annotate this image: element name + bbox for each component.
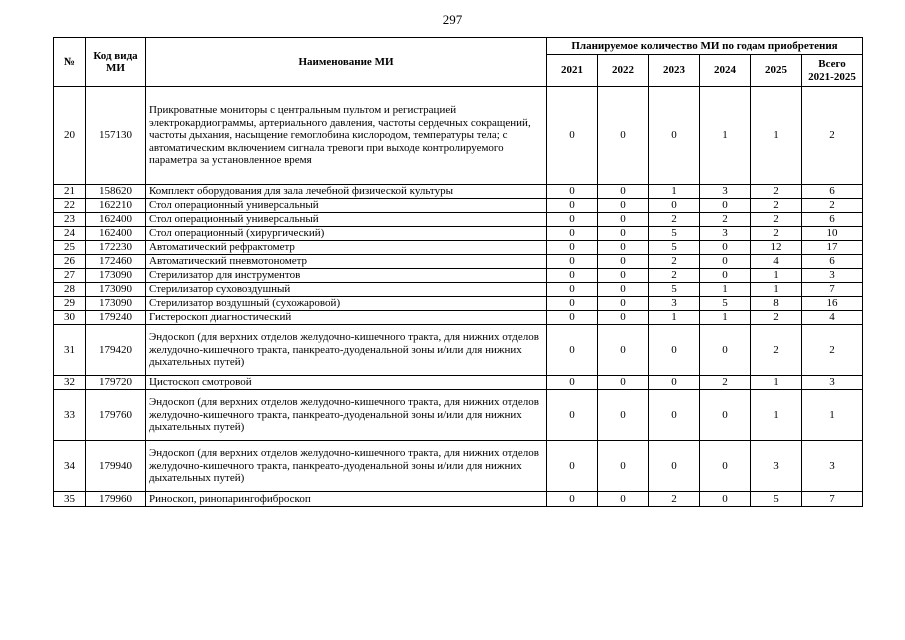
cell-2021: 0 — [547, 255, 598, 269]
cell-total: 7 — [802, 492, 863, 507]
cell-code: 173090 — [86, 283, 146, 297]
cell-name: Стол операционный универсальный — [146, 213, 547, 227]
table-row — [54, 311, 863, 325]
cell-name: Риноскоп, ринопарингофиброскоп — [146, 492, 547, 507]
cell-code: 179960 — [86, 492, 146, 507]
cell-2024: 0 — [700, 199, 751, 213]
cell-2024: 0 — [700, 325, 751, 376]
cell-2023: 2 — [649, 269, 700, 283]
cell-2024: 5 — [700, 297, 751, 311]
cell-num: 23 — [54, 213, 86, 227]
cell-num: 32 — [54, 376, 86, 390]
cell-total: 16 — [802, 297, 863, 311]
cell-2023: 2 — [649, 213, 700, 227]
cell-2025: 8 — [751, 297, 802, 311]
cell-code: 162400 — [86, 213, 146, 227]
cell-2023: 0 — [649, 376, 700, 390]
cell-code: 179420 — [86, 325, 146, 376]
cell-code: 172460 — [86, 255, 146, 269]
cell-2022: 0 — [598, 492, 649, 507]
cell-2022: 0 — [598, 441, 649, 492]
cell-name: Стерилизатор для инструментов — [146, 269, 547, 283]
cell-2022: 0 — [598, 199, 649, 213]
cell-total: 4 — [802, 311, 863, 325]
cell-2023: 0 — [649, 87, 700, 185]
cell-name: Автоматический рефрактометр — [146, 241, 547, 255]
cell-2022: 0 — [598, 185, 649, 199]
cell-total: 3 — [802, 376, 863, 390]
cell-total: 10 — [802, 227, 863, 241]
cell-2023: 0 — [649, 199, 700, 213]
table-row — [54, 241, 863, 255]
cell-total: 7 — [802, 283, 863, 297]
cell-2025: 2 — [751, 199, 802, 213]
cell-code: 179940 — [86, 441, 146, 492]
cell-name: Эндоскоп (для верхних отделов желудочно-кишечного тракта, для нижних отделов желудочно-кишечного тракта, панкреато-дуоденальной зоны и/или для нижних дыхательных путей) — [146, 390, 547, 441]
cell-2025: 1 — [751, 283, 802, 297]
header-year: 2024 — [700, 55, 751, 87]
cell-name: Эндоскоп (для верхних отделов желудочно-кишечного тракта, для нижних отделов желудочно-кишечного тракта, панкреато-дуоденальной зоны и/или для нижних дыхательных путей) — [146, 325, 547, 376]
cell-2025: 1 — [751, 376, 802, 390]
cell-2025: 1 — [751, 269, 802, 283]
cell-2025: 5 — [751, 492, 802, 507]
cell-2025: 4 — [751, 255, 802, 269]
cell-code: 172230 — [86, 241, 146, 255]
cell-code: 162210 — [86, 199, 146, 213]
cell-2022: 0 — [598, 255, 649, 269]
cell-2024: 2 — [700, 213, 751, 227]
table-row — [54, 199, 863, 213]
cell-2023: 1 — [649, 185, 700, 199]
header-name: Наименование МИ — [146, 38, 547, 87]
cell-2023: 3 — [649, 297, 700, 311]
cell-total: 2 — [802, 87, 863, 185]
cell-num: 20 — [54, 87, 86, 185]
cell-2022: 0 — [598, 269, 649, 283]
cell-num: 25 — [54, 241, 86, 255]
header-year: 2025 — [751, 55, 802, 87]
table-row — [54, 376, 863, 390]
cell-num: 35 — [54, 492, 86, 507]
cell-2023: 5 — [649, 227, 700, 241]
cell-2024: 1 — [700, 311, 751, 325]
cell-num: 21 — [54, 185, 86, 199]
cell-2025: 2 — [751, 227, 802, 241]
table-row — [54, 213, 863, 227]
cell-2023: 1 — [649, 311, 700, 325]
cell-2025: 2 — [751, 213, 802, 227]
table-body — [54, 87, 863, 507]
table-row — [54, 325, 863, 376]
cell-2022: 0 — [598, 283, 649, 297]
cell-2022: 0 — [598, 227, 649, 241]
cell-name: Гистероскоп диагностический — [146, 311, 547, 325]
cell-code: 179760 — [86, 390, 146, 441]
cell-name: Стерилизатор суховоздушный — [146, 283, 547, 297]
cell-2024: 1 — [700, 283, 751, 297]
cell-name: Комплект оборудования для зала лечебной физической культуры — [146, 185, 547, 199]
cell-2024: 0 — [700, 492, 751, 507]
cell-2023: 0 — [649, 441, 700, 492]
cell-2023: 2 — [649, 492, 700, 507]
cell-2025: 1 — [751, 87, 802, 185]
page-number: 297 — [442, 12, 463, 27]
cell-2021: 0 — [547, 213, 598, 227]
cell-total: 17 — [802, 241, 863, 255]
cell-2021: 0 — [547, 441, 598, 492]
cell-total: 6 — [802, 185, 863, 199]
cell-2025: 2 — [751, 311, 802, 325]
table-row — [54, 283, 863, 297]
cell-2021: 0 — [547, 492, 598, 507]
cell-num: 24 — [54, 227, 86, 241]
cell-total: 2 — [802, 325, 863, 376]
table-row — [54, 297, 863, 311]
cell-2022: 0 — [598, 297, 649, 311]
equipment-table — [53, 37, 863, 507]
header-total: Всего 2021-2025 — [802, 55, 863, 87]
table-row — [54, 87, 863, 185]
cell-code: 158620 — [86, 185, 146, 199]
header-year: 2023 — [649, 55, 700, 87]
cell-2023: 2 — [649, 255, 700, 269]
cell-code: 157130 — [86, 87, 146, 185]
cell-2022: 0 — [598, 311, 649, 325]
table-row — [54, 441, 863, 492]
cell-name: Стерилизатор воздушный (сухожаровой) — [146, 297, 547, 311]
cell-2022: 0 — [598, 87, 649, 185]
cell-total: 6 — [802, 213, 863, 227]
cell-name: Прикроватные мониторы с центральным пультом и регистрацией электрокардиограммы, артериального давления, частоты сердечных сокращений, частоты дыхания, насыщение гемоглобина кислородом, температуры тела; с автоматическим включением сигнала тревоги при выходе контролируемого параметра за установленное время — [146, 87, 547, 185]
header-year: 2022 — [598, 55, 649, 87]
cell-total: 3 — [802, 269, 863, 283]
cell-2025: 12 — [751, 241, 802, 255]
cell-code: 179240 — [86, 311, 146, 325]
cell-num: 26 — [54, 255, 86, 269]
cell-2024: 2 — [700, 376, 751, 390]
cell-2022: 0 — [598, 390, 649, 441]
cell-total: 1 — [802, 390, 863, 441]
cell-2024: 0 — [700, 269, 751, 283]
cell-2021: 0 — [547, 297, 598, 311]
cell-2021: 0 — [547, 311, 598, 325]
cell-2023: 5 — [649, 283, 700, 297]
cell-2025: 3 — [751, 441, 802, 492]
header-group: Планируемое количество МИ по годам приобретения — [547, 38, 863, 55]
cell-name: Автоматический пневмотонометр — [146, 255, 547, 269]
cell-code: 173090 — [86, 269, 146, 283]
table-row — [54, 492, 863, 507]
cell-code: 179720 — [86, 376, 146, 390]
cell-2024: 1 — [700, 87, 751, 185]
cell-2024: 0 — [700, 241, 751, 255]
cell-name: Стол операционный универсальный — [146, 199, 547, 213]
cell-num: 33 — [54, 390, 86, 441]
table-header — [54, 38, 863, 87]
cell-total: 2 — [802, 199, 863, 213]
cell-2025: 2 — [751, 325, 802, 376]
cell-2024: 0 — [700, 441, 751, 492]
table-row — [54, 390, 863, 441]
cell-num: 30 — [54, 311, 86, 325]
cell-2021: 0 — [547, 199, 598, 213]
cell-total: 3 — [802, 441, 863, 492]
cell-2025: 1 — [751, 390, 802, 441]
cell-num: 31 — [54, 325, 86, 376]
cell-2022: 0 — [598, 241, 649, 255]
cell-2024: 3 — [700, 185, 751, 199]
cell-2024: 0 — [700, 255, 751, 269]
cell-2021: 0 — [547, 185, 598, 199]
cell-num: 27 — [54, 269, 86, 283]
cell-num: 22 — [54, 199, 86, 213]
cell-2021: 0 — [547, 87, 598, 185]
header-code: Код вида МИ — [86, 38, 146, 87]
cell-2021: 0 — [547, 325, 598, 376]
table-row — [54, 269, 863, 283]
cell-2021: 0 — [547, 241, 598, 255]
cell-code: 173090 — [86, 297, 146, 311]
cell-2023: 0 — [649, 390, 700, 441]
cell-2021: 0 — [547, 269, 598, 283]
cell-2021: 0 — [547, 227, 598, 241]
header-num: № — [54, 38, 86, 87]
cell-2023: 5 — [649, 241, 700, 255]
cell-total: 6 — [802, 255, 863, 269]
cell-2021: 0 — [547, 376, 598, 390]
cell-2022: 0 — [598, 213, 649, 227]
cell-2021: 0 — [547, 283, 598, 297]
table-row — [54, 227, 863, 241]
table-row — [54, 185, 863, 199]
cell-code: 162400 — [86, 227, 146, 241]
cell-name: Эндоскоп (для верхних отделов желудочно-кишечного тракта, для нижних отделов желудочно-кишечного тракта, панкреато-дуоденальной зоны и/или для нижних дыхательных путей) — [146, 441, 547, 492]
cell-2023: 0 — [649, 325, 700, 376]
cell-2021: 0 — [547, 390, 598, 441]
cell-2024: 0 — [700, 390, 751, 441]
cell-num: 34 — [54, 441, 86, 492]
table-row — [54, 255, 863, 269]
cell-num: 28 — [54, 283, 86, 297]
cell-name: Стол операционный (хирургический) — [146, 227, 547, 241]
cell-2022: 0 — [598, 376, 649, 390]
cell-2022: 0 — [598, 325, 649, 376]
cell-2024: 3 — [700, 227, 751, 241]
cell-num: 29 — [54, 297, 86, 311]
cell-2025: 2 — [751, 185, 802, 199]
header-year: 2021 — [547, 55, 598, 87]
cell-name: Цистоскоп смотровой — [146, 376, 547, 390]
